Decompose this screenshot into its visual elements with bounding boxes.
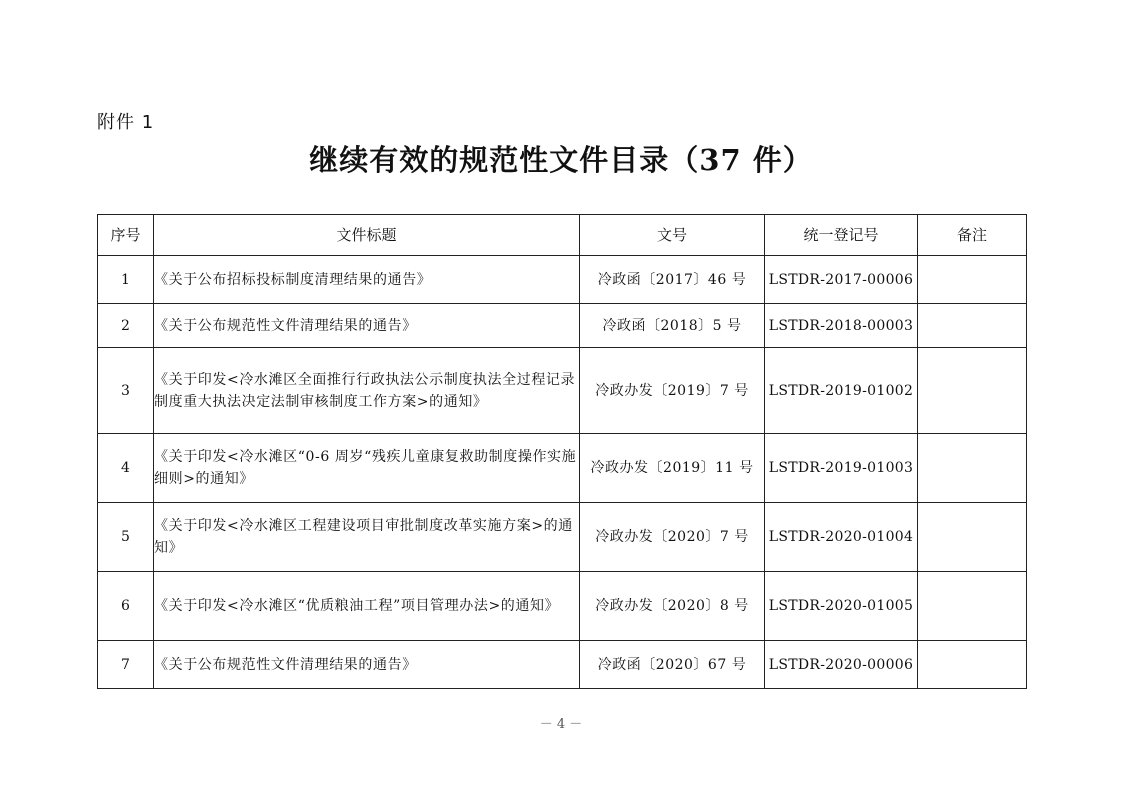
column-header-remarks: 备注 (918, 215, 1027, 256)
column-header-title: 文件标题 (154, 215, 580, 256)
row-title: 《关于印发<冷水滩区“优质粮油工程”项目管理办法>的通知》 (154, 572, 580, 641)
row-registration: LSTDR-2020-01005 (765, 572, 918, 641)
column-header-doc-number: 文号 (580, 215, 765, 256)
row-doc-number: 冷政办发〔2020〕8 号 (580, 572, 765, 641)
row-doc-number: 冷政办发〔2019〕7 号 (580, 348, 765, 434)
column-header-registration: 统一登记号 (765, 215, 918, 256)
column-header-seq: 序号 (98, 215, 154, 256)
page-number: － 4 － (539, 717, 583, 732)
row-registration: LSTDR-2020-00006 (765, 641, 918, 689)
row-registration: LSTDR-2019-01003 (765, 434, 918, 503)
row-remarks (918, 641, 1027, 689)
row-registration: LSTDR-2019-01002 (765, 348, 918, 434)
row-remarks (918, 348, 1027, 434)
row-seq: 1 (98, 256, 154, 304)
table-row (98, 641, 1027, 689)
row-title: 《关于公布招标投标制度清理结果的通告》 (154, 256, 580, 304)
row-title: 《关于印发<冷水滩区全面推行行政执法公示制度执法全过程记录制度重大执法决定法制审核制度工作方案>的通知》 (154, 348, 580, 434)
row-seq: 6 (98, 572, 154, 641)
document-catalog-table (97, 214, 1027, 689)
row-remarks (918, 256, 1027, 304)
attachment-label: 附件 1 (97, 112, 155, 133)
row-seq: 2 (98, 304, 154, 348)
table-row (98, 572, 1027, 641)
row-seq: 3 (98, 348, 154, 434)
row-doc-number: 冷政办发〔2019〕11 号 (580, 434, 765, 503)
row-doc-number: 冷政函〔2020〕67 号 (580, 641, 765, 689)
row-remarks (918, 503, 1027, 572)
table-row (98, 304, 1027, 348)
table-row (98, 348, 1027, 434)
row-seq: 7 (98, 641, 154, 689)
table-row (98, 256, 1027, 304)
row-remarks (918, 572, 1027, 641)
row-title: 《关于公布规范性文件清理结果的通告》 (154, 641, 580, 689)
row-registration: LSTDR-2017-00006 (765, 256, 918, 304)
row-remarks (918, 434, 1027, 503)
row-title: 《关于公布规范性文件清理结果的通告》 (154, 304, 580, 348)
row-seq: 5 (98, 503, 154, 572)
page-title: 继续有效的规范性文件目录（37 件） (309, 143, 813, 177)
table-header-row (98, 215, 1027, 256)
row-doc-number: 冷政函〔2018〕5 号 (580, 304, 765, 348)
row-doc-number: 冷政办发〔2020〕7 号 (580, 503, 765, 572)
row-title: 《关于印发<冷水滩区“0-6 周岁“残疾儿童康复救助制度操作实施细则>的通知》 (154, 434, 580, 503)
row-remarks (918, 304, 1027, 348)
row-doc-number: 冷政函〔2017〕46 号 (580, 256, 765, 304)
table-row (98, 434, 1027, 503)
row-registration: LSTDR-2020-01004 (765, 503, 918, 572)
table-row (98, 503, 1027, 572)
row-seq: 4 (98, 434, 154, 503)
row-registration: LSTDR-2018-00003 (765, 304, 918, 348)
row-title: 《关于印发<冷水滩区工程建设项目审批制度改革实施方案>的通知》 (154, 503, 580, 572)
